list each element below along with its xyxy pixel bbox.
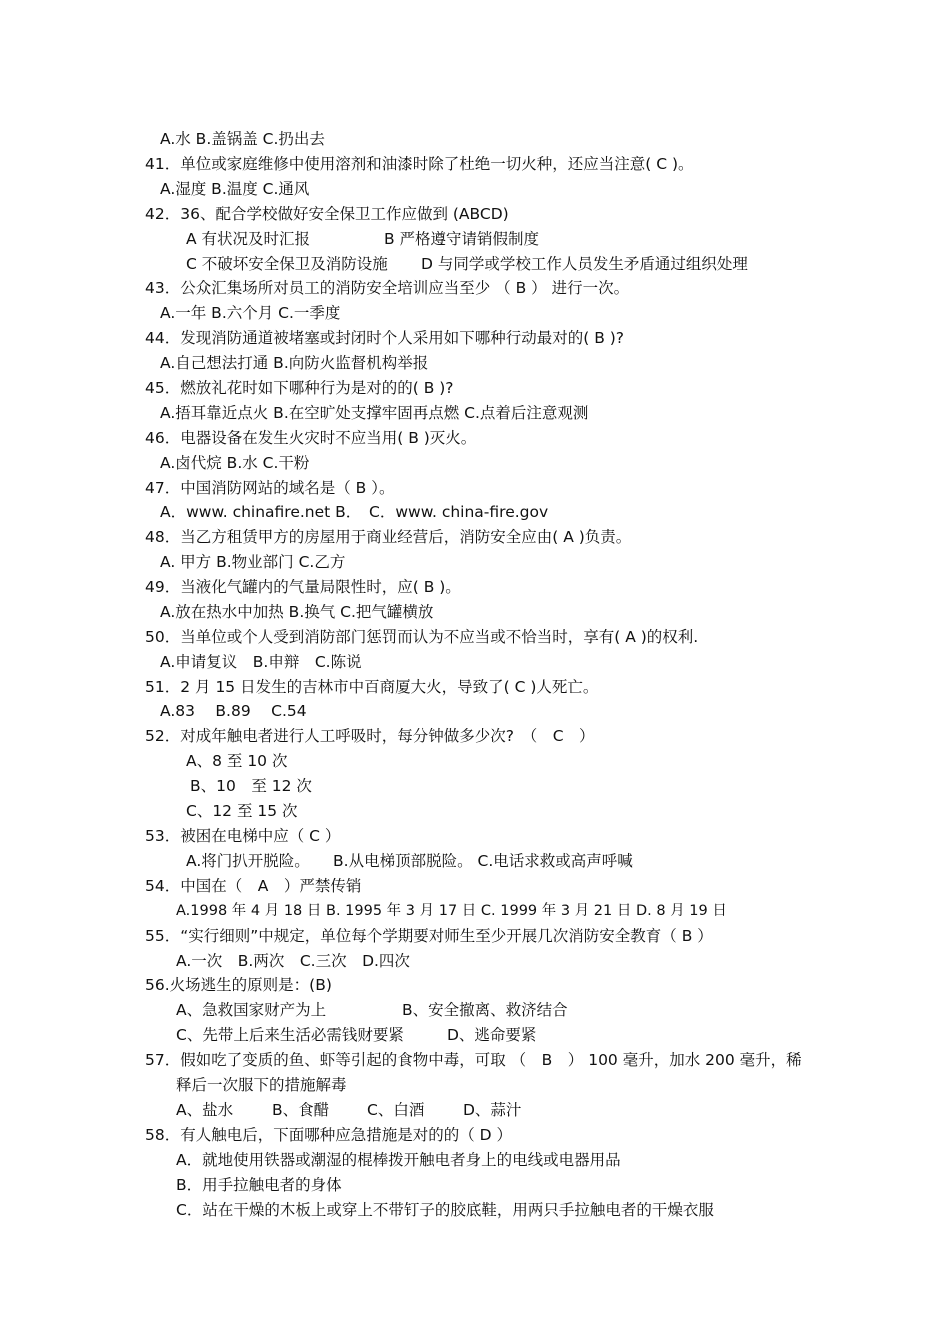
question-41: 41．单位或家庭维修中使用溶剂和油漆时除了杜绝一切火种，还应当注意( C )。 (145, 155, 694, 173)
option-line: B、安全撤离、救济结合 (402, 1001, 568, 1019)
option-line: C、白酒 (367, 1101, 425, 1119)
question-55: 55．“实行细则”中规定，单位每个学期要对师生至少开展几次消防安全教育（ B ） (145, 927, 713, 945)
text-line: A.放在热水中加热 B.换气 C.把气罐横放 (160, 603, 434, 621)
text-line: A.湿度 B.温度 C.通风 (160, 180, 310, 198)
question-46: 46．电器设备在发生火灾时不应当用( B )灭火。 (145, 429, 477, 447)
text-line: 释后一次服下的措施解毒 (176, 1076, 347, 1094)
option-line: C 不破坏安全保卫及消防设施 (186, 255, 388, 273)
question-42: 42．36、配合学校做好安全保卫工作应做到 (ABCD) (145, 205, 509, 223)
text-line: A.水 B.盖锅盖 C.扔出去 (160, 130, 325, 148)
question-47: 47．中国消防网站的域名是（ B ）。 (145, 479, 395, 497)
option-line: C、12 至 15 次 (186, 802, 298, 820)
question-53: 53．被困在电梯中应（ C ） (145, 827, 341, 845)
text-line: A.卤代烷 B.水 C.干粉 (160, 454, 310, 472)
text-line: A.捂耳靠近点火 B.在空旷处支撑牢固再点燃 C.点着后注意观测 (160, 404, 589, 422)
option-line: A．就地使用铁器或潮湿的棍棒拨开触电者身上的电线或电器用品 (176, 1151, 621, 1169)
text-line: A.申请复议 B.申辩 C.陈说 (160, 653, 362, 671)
question-44: 44．发现消防通道被堵塞或封闭时个人采用如下哪种行动最对的( B )? (145, 329, 625, 347)
text-line: A. 甲方 B.物业部门 C.乙方 (160, 553, 346, 571)
question-52: 52．对成年触电者进行人工呼吸时，每分钟做多少次? （ C ） (145, 727, 595, 745)
question-49: 49．当液化气罐内的气量局限性时，应( B )。 (145, 578, 461, 596)
option-line: D、蒜汁 (463, 1101, 522, 1119)
question-45: 45．燃放礼花时如下哪种行为是对的的( B )? (145, 379, 454, 397)
option-line: D 与同学或学校工作人员发生矛盾通过组织处理 (421, 255, 748, 273)
option-line: B、食醋 (272, 1101, 330, 1119)
question-48: 48．当乙方租赁甲方的房屋用于商业经营后，消防安全应由( A )负责。 (145, 528, 632, 546)
option-line: A.1998 年 4 月 18 日 B. 1995 年 3 月 17 日 C. 1999 年 3 月 21 日 D. 8 月 19 日 (176, 903, 727, 919)
question-54: 54．中国在（ A ）严禁传销 (145, 877, 362, 895)
option-line: A、急救国家财产为上 (176, 1001, 327, 1019)
option-line: A、盐水 (176, 1101, 234, 1119)
question-56: 56.火场逃生的原则是：(B) (145, 976, 332, 994)
question-50: 50．当单位或个人受到消防部门惩罚而认为不应当或不恰当时，享有( A )的权利. (145, 628, 699, 646)
option-line: B．用手拉触电者的身体 (176, 1176, 342, 1194)
option-line: A.一次 B.两次 C.三次 D.四次 (176, 952, 410, 970)
text-line: A.自己想法打通 B.向防火监督机构举报 (160, 354, 429, 372)
question-43: 43．公众汇集场所对员工的消防安全培训应当至少 （ B ） 进行一次。 (145, 279, 630, 297)
option-line: C．站在干燥的木板上或穿上不带钉子的胶底鞋，用两只手拉触电者的干燥衣服 (176, 1201, 714, 1219)
question-51: 51．2 月 15 日发生的吉林市中百商厦大火，导致了( C )人死亡。 (145, 678, 599, 696)
option-line: C、先带上后来生活必需钱财要紧 (176, 1026, 404, 1044)
question-58: 58．有人触电后，下面哪种应急措施是对的的（ D ） (145, 1126, 513, 1144)
text-line: A.83 B.89 C.54 (160, 702, 307, 720)
option-line: D、逃命要紧 (447, 1026, 537, 1044)
text-line: A．www. chinafire.net B． C．www. china-fire.gov (160, 503, 549, 521)
option-line: B、10 至 12 次 (190, 777, 312, 795)
option-line: A 有状况及时汇报 (186, 230, 311, 248)
question-57: 57．假如吃了变质的鱼、虾等引起的食物中毒，可取 （ B ） 100 毫升，加水 200 毫升，稀 (145, 1051, 802, 1069)
option-line: A、8 至 10 次 (186, 752, 288, 770)
option-line: A.将门扒开脱险。 B.从电梯顶部脱险。 C.电话求救或高声呼喊 (186, 852, 633, 870)
text-line: A.一年 B.六个月 C.一季度 (160, 304, 341, 322)
option-line: B 严格遵守请销假制度 (384, 230, 540, 248)
